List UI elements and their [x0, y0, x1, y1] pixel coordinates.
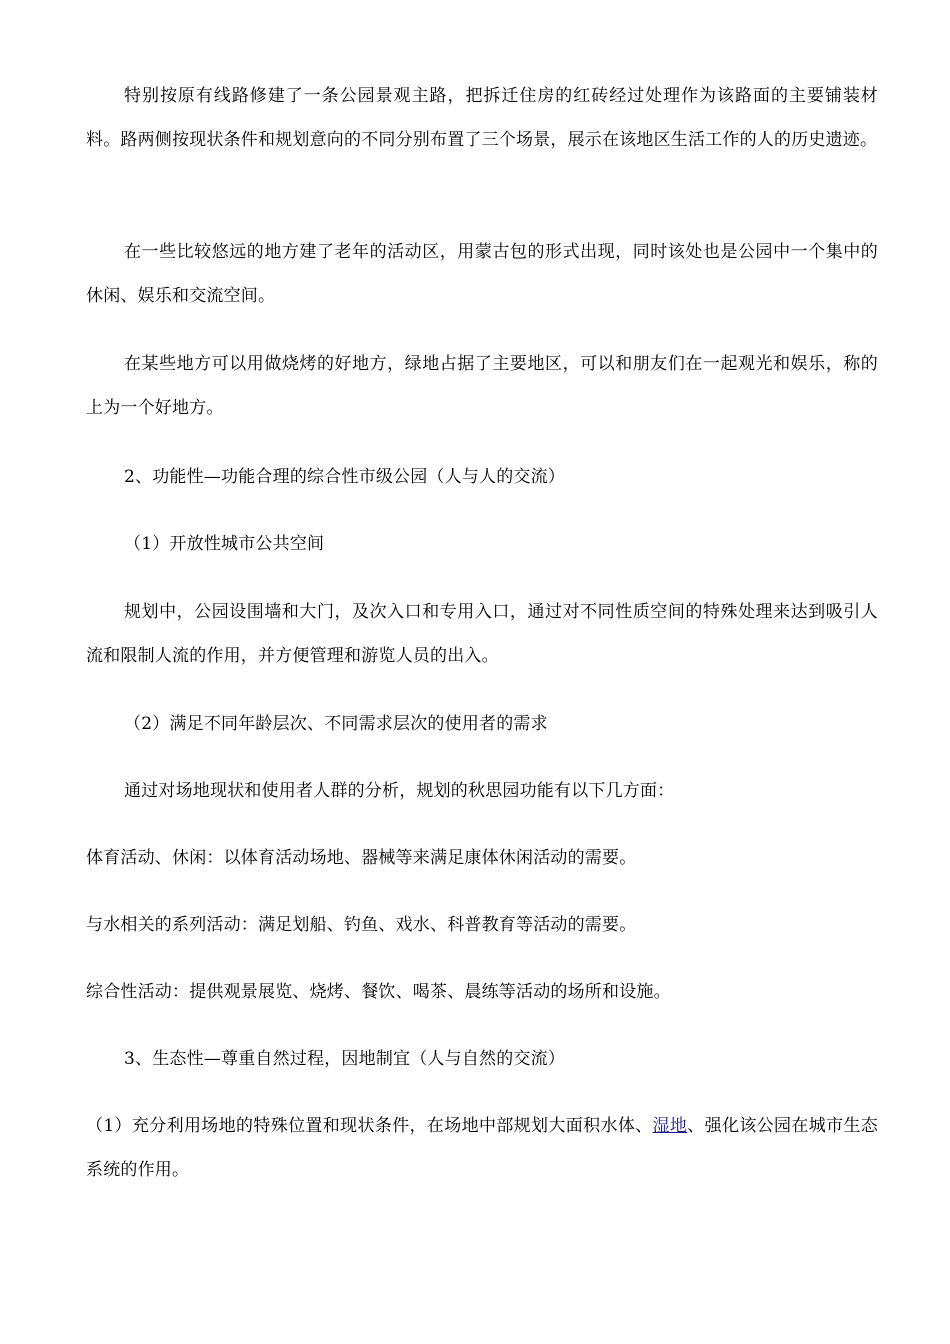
wetland-text-before: （1）充分利用场地的特殊位置和现状条件，在场地中部规划大面积水体、 [86, 1116, 653, 1136]
list-item-sports: 体育活动、休闲：以体育活动场地、器械等来满足康体休闲活动的需要。 [86, 848, 637, 868]
subheading-open-space: （1）开放性城市公共空间 [124, 534, 325, 554]
paragraph-barbecue-area: 在某些地方可以用做烧烤的好地方，绿地占据了主要地区，可以和朋友们在一起观光和娱乐，称的上为一个好地方。 [86, 354, 878, 418]
heading-functionality: 2、功能性—功能合理的综合性市级公园（人与人的交流） [124, 467, 566, 487]
wetland-link[interactable]: 湿地 [652, 1116, 688, 1136]
paragraph-wetland [86, 1104, 878, 1192]
paragraph-elderly-area: 在一些比较悠远的地方建了老年的活动区，用蒙古包的形式出现，同时该处也是公园中一个集中的休闲、娱乐和交流空间。 [86, 242, 878, 306]
wetland-text-after: 、强化该公园在城市生态系统的作用。 [86, 1116, 878, 1180]
subheading-user-needs: （2）满足不同年龄层次、不同需求层次的使用者的需求 [124, 714, 548, 734]
paragraph-main-road: 特别按原有线路修建了一条公园景观主路，把拆迁住房的红砖经过处理作为该路面的主要铺装材料。路两侧按现状条件和规划意向的不同分别布置了三个场景，展示在该地区生活工作的人的历史遗迹。 [86, 86, 878, 150]
list-item-water-activities: 与水相关的系列活动：满足划船、钓鱼、戏水、科普教育等活动的需要。 [86, 915, 637, 935]
list-item-comprehensive: 综合性活动：提供观景展览、烧烤、餐饮、喝茶、晨练等活动的场所和设施。 [86, 982, 671, 1002]
paragraph-analysis-intro: 通过对场地现状和使用者人群的分析，规划的秋思园功能有以下几方面： [124, 781, 675, 801]
heading-ecology: 3、生态性—尊重自然过程，因地制宜（人与自然的交流） [124, 1049, 566, 1069]
paragraph-planning-entrances: 规划中，公园设围墙和大门，及次入口和专用入口，通过对不同性质空间的特殊处理来达到吸引人流和限制人流的作用，并方便管理和游览人员的出入。 [86, 602, 878, 666]
